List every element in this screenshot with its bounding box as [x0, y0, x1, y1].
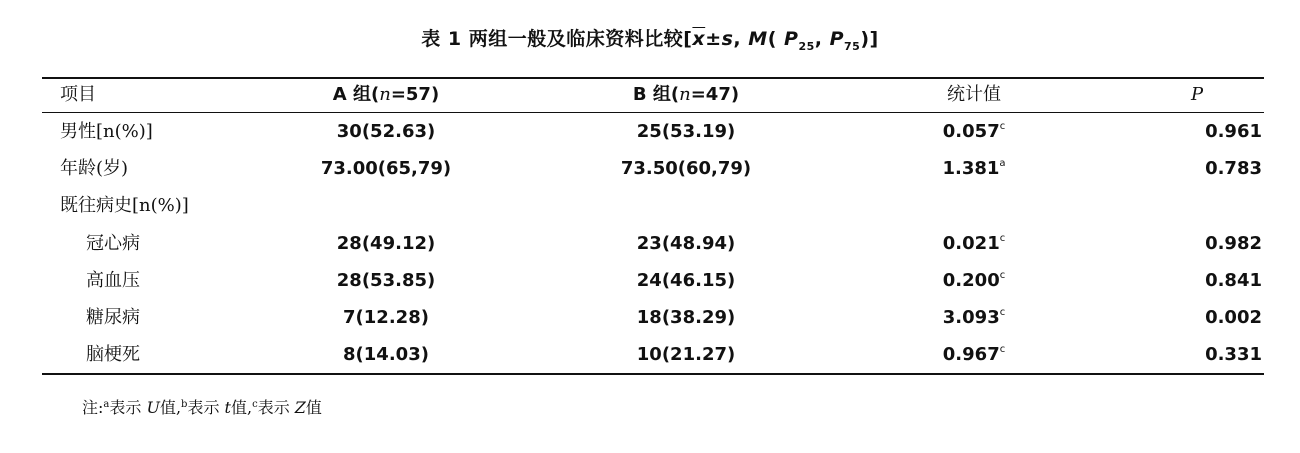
title-xbar: $\overline{x}$ [692, 28, 706, 50]
title-pm: ± [705, 28, 722, 50]
row-stat [914, 336, 1034, 374]
note-b-var: t [224, 398, 231, 417]
row-stat-sup: c [999, 121, 1006, 132]
row-stat [914, 299, 1034, 337]
row-stat-sup: c [999, 344, 1006, 356]
row-group-b: 73.50(60,79) [620, 158, 752, 180]
header-group-b-n: n [679, 84, 691, 105]
table-header-row [42, 76, 1264, 114]
row-group-b: 25(53.19) [636, 121, 736, 142]
title-comma: , [814, 28, 830, 50]
row-item: 男性[n(%)] [60, 121, 153, 142]
title-sub25: 25 [798, 39, 815, 53]
row-stat [914, 262, 1034, 300]
table-row [42, 113, 1264, 151]
table-row [42, 187, 1264, 225]
row-p [1142, 187, 1262, 225]
table-row [42, 262, 1264, 300]
table-row [42, 225, 1264, 263]
title-close: )] [860, 28, 879, 50]
row-item: 冠心病 [86, 232, 140, 254]
row-stat-sup: a [999, 158, 1006, 170]
row-group-b: 24(46.15) [636, 269, 736, 291]
header-group-a-val: =57) [390, 84, 440, 105]
row-p: 0.841 [1205, 269, 1262, 291]
header-group-a-label: A 组( [332, 84, 380, 105]
row-stat-value: 3.093 [942, 307, 1000, 328]
header-group-a-n: n [379, 84, 391, 105]
row-p: 0.331 [1205, 344, 1262, 366]
row-stat-sup: c [999, 269, 1006, 281]
row-item: 高血压 [86, 269, 140, 291]
row-stat [914, 113, 1034, 151]
note-a-sup: a [103, 399, 110, 410]
row-p: 0.982 [1205, 232, 1262, 254]
row-stat [914, 225, 1034, 263]
row-item: 既往病史[n(%)] [60, 195, 189, 217]
title-sep: , [733, 28, 749, 50]
row-group-a: 28(49.12) [336, 232, 436, 254]
table-row [42, 336, 1264, 374]
row-stat-value: 1.381 [942, 158, 1000, 180]
row-stat-sup: c [999, 232, 1006, 244]
row-group-a: 30(52.63) [336, 121, 436, 142]
table-title [0, 24, 1300, 53]
row-p: 0.002 [1205, 307, 1262, 328]
note-b-text: 表示 [187, 398, 225, 417]
note-a-text: 表示 [109, 398, 147, 417]
row-group-b: 10(21.27) [636, 344, 736, 366]
row-group-a: 73.00(65,79) [320, 158, 452, 180]
header-group-b-label: B 组( [632, 84, 680, 105]
row-stat [914, 187, 1034, 225]
note-b-tail: 值, [230, 398, 253, 417]
table-row [42, 150, 1264, 188]
header-group-b [566, 76, 806, 114]
row-stat-value: 0.967 [942, 344, 1000, 366]
note-prefix: 注: [82, 398, 104, 417]
header-group-a [266, 76, 506, 114]
title-p25: P [784, 28, 799, 50]
header-p: P [1190, 84, 1204, 105]
table-row [42, 299, 1264, 337]
row-stat-value: 0.021 [942, 232, 1000, 254]
row-group-b [566, 187, 806, 225]
row-stat-value: 0.057 [942, 121, 1000, 142]
table-bottom-rule [42, 373, 1264, 375]
row-stat-value: 0.200 [942, 269, 1000, 291]
row-group-a: 7(12.28) [343, 307, 429, 328]
note-c-tail: 值 [305, 398, 322, 417]
row-stat [914, 150, 1034, 188]
title-sub75: 75 [844, 39, 861, 53]
note-c-var: Z [294, 398, 306, 417]
header-group-b-val: =47) [690, 84, 740, 105]
row-group-b: 23(48.94) [636, 232, 736, 254]
row-group-a [266, 187, 506, 225]
title-s: s [721, 28, 734, 50]
title-m: M [748, 28, 768, 50]
row-group-a: 28(53.85) [336, 269, 436, 291]
table-footnote [82, 395, 322, 418]
header-stat: 统计值 [947, 84, 1001, 105]
note-c-text: 表示 [257, 398, 295, 417]
row-item: 糖尿病 [86, 307, 140, 328]
title-prefix: 表 1 两组一般及临床资料比较[ [421, 28, 693, 50]
title-open: ( [767, 28, 784, 50]
row-item: 年龄(岁) [60, 158, 129, 180]
row-group-a: 8(14.03) [343, 344, 429, 366]
row-stat-sup: c [999, 307, 1006, 318]
row-item: 脑梗死 [86, 344, 140, 366]
note-a-tail: 值, [159, 398, 182, 417]
note-b-sup: b [181, 399, 188, 410]
row-p: 0.783 [1205, 158, 1262, 180]
title-p75: P [829, 28, 845, 50]
row-group-b: 18(38.29) [636, 307, 736, 328]
note-a-var: U [146, 398, 160, 417]
note-c-sup: c [252, 399, 258, 410]
row-p: 0.961 [1205, 121, 1262, 142]
header-item: 项目 [60, 84, 96, 105]
